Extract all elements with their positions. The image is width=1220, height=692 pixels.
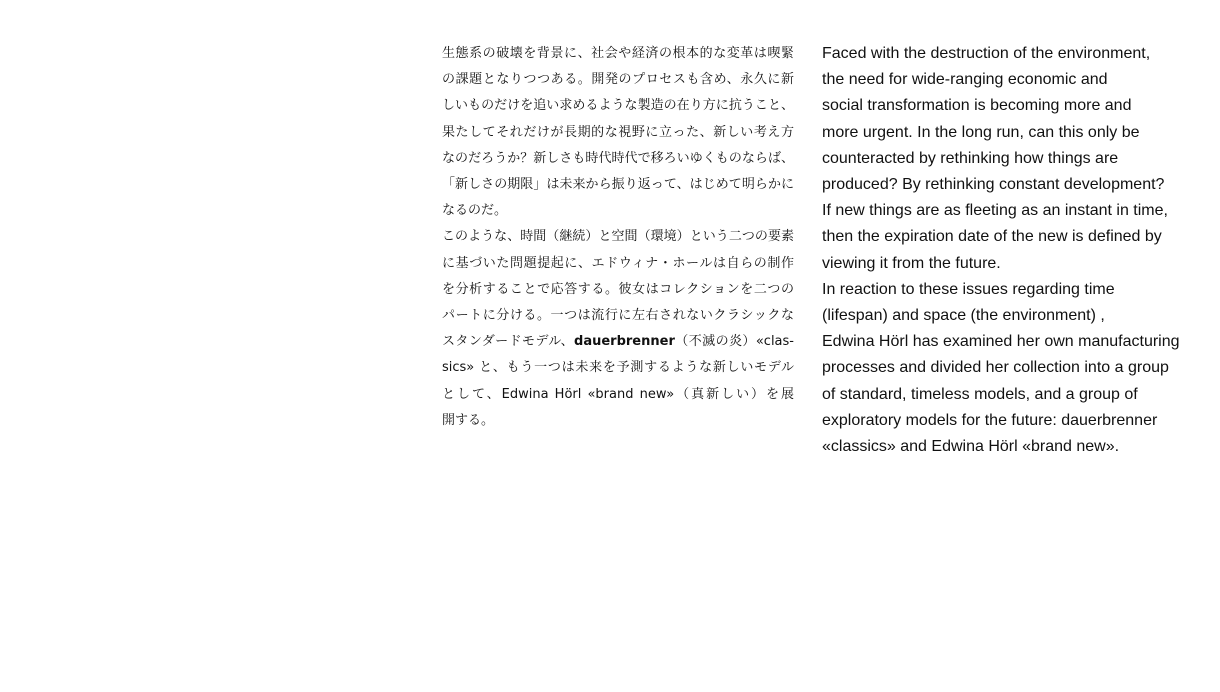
english-text-line: exploratory models for the future: dauerbrenner bbox=[822, 411, 1158, 429]
english-text-line: produced? By rethinking constant development? bbox=[822, 176, 1165, 194]
english-text-line: Faced with the destruction of the environment, bbox=[822, 45, 1151, 62]
english-text-line: viewing it from the future. bbox=[822, 254, 1001, 272]
english-text-line: the need for wide-ranging economic and bbox=[822, 71, 1108, 89]
english-text-line: «classics» and Edwina Hörl «brand new». bbox=[822, 438, 1120, 456]
japanese-text-line: 生態系の破壊を背景に、社会や経済の根本的な変革は喫緊 bbox=[442, 46, 794, 61]
japanese-text-line: なのだろうか？新しさも時代時代で移ろいゆくものならば、 bbox=[442, 150, 794, 166]
english-text-line: If new things are as fleeting as an instant in time, bbox=[822, 202, 1168, 220]
japanese-text-line-with-bold bbox=[442, 329, 794, 355]
english-text-line: of standard, timeless models, and a group of bbox=[822, 385, 1138, 403]
japanese-paragraph-1 bbox=[442, 41, 794, 224]
japanese-text-line: しいものだけを追い求めるような製造の在り方に抗うこと、 bbox=[442, 98, 794, 114]
japanese-text-line: 果たしてそれだけが長期的な視野に立った、新しい考え方 bbox=[442, 124, 794, 140]
english-text-line: In reaction to these issues regarding time bbox=[822, 280, 1115, 298]
japanese-text-line: sics» と、もう一つは未来を予測するような新しいモデル bbox=[442, 360, 794, 376]
english-text-line: more urgent. In the long run, can this only be bbox=[822, 123, 1140, 141]
japanese-text-line: に基づいた問題提起に、エドウィナ・ホールは自らの制作 bbox=[442, 255, 794, 271]
english-text-line: processes and divided her collection into a group bbox=[822, 359, 1169, 377]
english-text-column bbox=[822, 41, 1202, 460]
japanese-text-column bbox=[442, 41, 794, 434]
japanese-text-segment: （不滅の炎）«clas- bbox=[674, 334, 794, 350]
english-text-line: then the expiration date of the new is defined by bbox=[822, 228, 1162, 246]
japanese-text-line: 「新しさの期限」は未来から振り返って、はじめて明らかに bbox=[442, 177, 794, 193]
japanese-paragraph-2 bbox=[442, 224, 794, 434]
japanese-text-line: 開する。 bbox=[442, 412, 495, 428]
japanese-text-line: として、Edwina Hörl «brand new»（真新しい）を展 bbox=[442, 386, 794, 402]
japanese-text-line: を分析することで応答する。彼女はコレクションを二つの bbox=[442, 281, 794, 297]
english-text-line: counteracted by rethinking how things are bbox=[822, 149, 1119, 167]
japanese-text-line: なるのだ。 bbox=[442, 203, 508, 219]
english-text-line: Edwina Hörl has examined her own manufacturing bbox=[822, 333, 1180, 351]
japanese-text-line: このような、時間（継続）と空間（環境）という二つの要素 bbox=[442, 229, 794, 245]
brand-name-bold: dauerbrenner bbox=[574, 334, 675, 350]
english-text-line: social transformation is becoming more and bbox=[822, 97, 1132, 115]
japanese-text-line: の課題となりつつある。開発のプロセスも含め、永久に新 bbox=[442, 72, 794, 88]
english-text-line: (lifespan) and space (the environment) , bbox=[822, 307, 1105, 325]
japanese-text-segment: スタンダードモデル、 bbox=[442, 334, 575, 350]
japanese-text-line: パートに分ける。一つは流行に左右されないクラシックな bbox=[442, 308, 794, 324]
